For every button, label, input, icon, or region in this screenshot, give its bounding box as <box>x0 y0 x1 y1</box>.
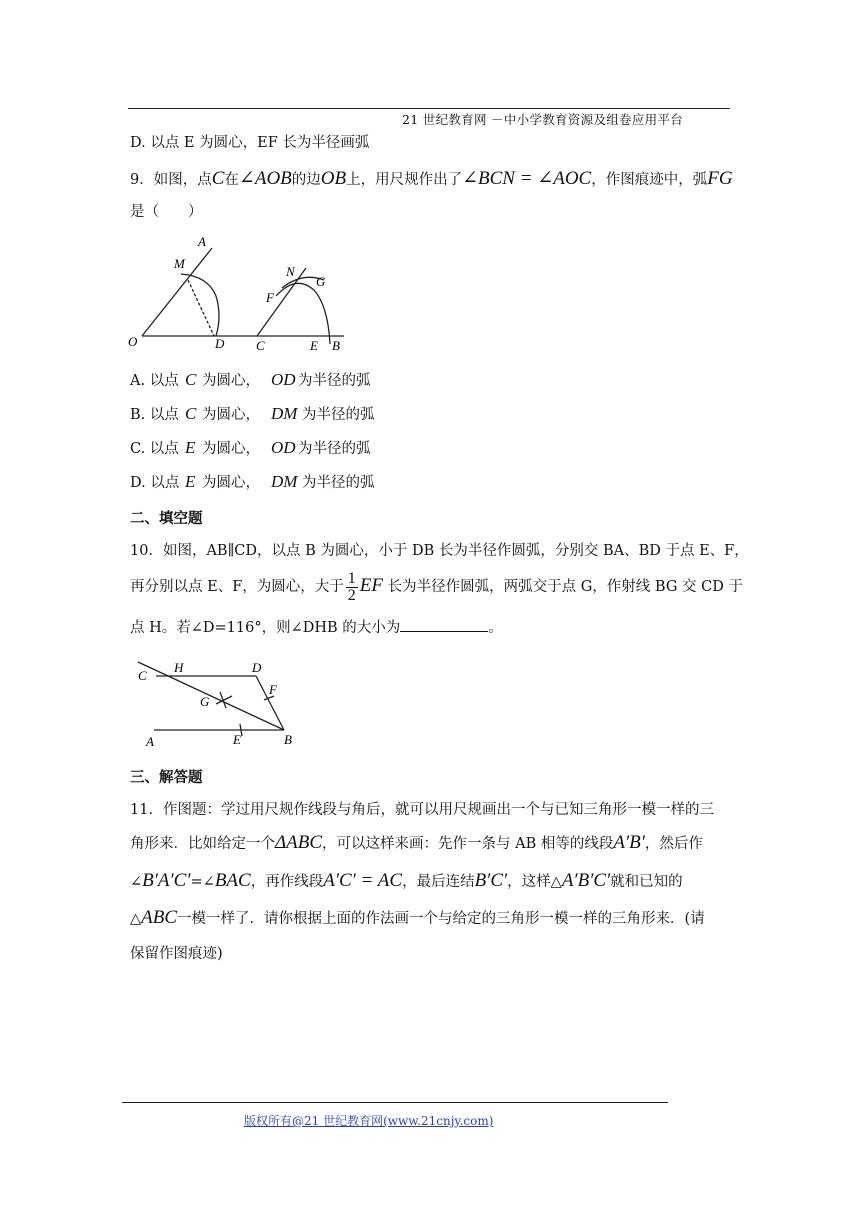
q11-line2 <box>130 833 703 854</box>
option-prefix: C. 以点 <box>130 441 179 457</box>
q9-text: 的边 <box>291 172 321 188</box>
q11-text: =∠ <box>190 874 215 890</box>
q9-side-ob: OB <box>320 168 347 189</box>
q11-text: △ <box>130 911 142 927</box>
q11-text: 角形来．比如给定一个 <box>130 836 275 852</box>
q10-fig-label: H <box>174 660 184 675</box>
q10-fig-label: C <box>138 668 147 683</box>
q9-text: 在 <box>224 172 239 188</box>
q9-point-c: C <box>211 168 225 189</box>
q11-angle-bac: BAC <box>214 870 251 891</box>
q11-segment-bc-prime: B′C′ <box>474 870 508 891</box>
q9-fig-label: B <box>332 338 340 353</box>
fraction-numerator: 1 <box>347 569 356 587</box>
option-radius: DM <box>271 472 298 491</box>
q9-option-b <box>130 405 730 427</box>
option-suffix: 为半径的弧 <box>302 475 375 491</box>
q11-text: ∠ <box>130 874 143 890</box>
q11-triangle-abc: ΔABC <box>275 832 323 853</box>
option-mid: 为圆心， <box>202 373 260 389</box>
q10-segment-ef: EF <box>359 575 383 596</box>
q9-arc-fg: FG <box>707 168 733 189</box>
q9-text: ，作图痕迹中，弧 <box>591 172 708 188</box>
q9-angle-aob: ∠AOB <box>238 168 292 189</box>
q9-equation: ∠BCN = ∠AOC <box>462 168 592 189</box>
q9-text: 上，用尺规作出了 <box>346 172 463 188</box>
header-text: 21 世纪教育网 －中小学教育资源及组卷应用平台 <box>402 112 684 127</box>
prev-option-d: D. 以点 E 为圆心，EF 长为半径画弧 <box>130 135 370 151</box>
q9-text: 9．如图，点 <box>130 172 212 188</box>
q9-fig-label: O <box>128 334 138 349</box>
footer-rule <box>122 1102 668 1103</box>
option-suffix: 为半径的弧 <box>298 373 371 389</box>
q11-text: 一模一样了．请你根据上面的作法画一个与给定的三角形一模一样的三角形来．(请 <box>177 911 705 927</box>
option-prefix: A. 以点 <box>130 373 179 389</box>
q9-figure <box>126 232 356 356</box>
q9-stem-line2: 是（ ） <box>130 204 203 220</box>
q11-text: ，再作线段 <box>250 874 324 890</box>
q11-segment-ac-eq: A′C′ = AC <box>323 870 403 891</box>
q11-text: 就和已知的 <box>610 874 683 890</box>
option-center: C <box>185 370 197 389</box>
q10-answer-blank[interactable] <box>400 617 488 632</box>
option-suffix: 为半径的弧 <box>298 441 371 457</box>
option-mid: 为圆心， <box>202 475 260 491</box>
q11-line3 <box>130 871 683 892</box>
q9-option-a <box>130 371 730 393</box>
q9-dashed-md <box>188 280 214 336</box>
option-mid: 为圆心， <box>202 407 260 423</box>
q9-fig-label: A <box>198 234 206 249</box>
q10-fig-label: E <box>233 732 241 747</box>
q11-text: ，可以这样来画：先作一条与 AB 相等的线段 <box>322 836 614 852</box>
q9-stem-line1 <box>130 169 733 190</box>
option-center: E <box>185 438 196 457</box>
q11-angle-prime: B′A′C′ <box>142 870 191 891</box>
q10-line3 <box>130 617 503 638</box>
q10-fig-label: A <box>146 734 154 748</box>
option-suffix: 为半径的弧 <box>302 407 375 423</box>
q10-ray-bh <box>138 662 284 730</box>
q10-fig-label: D <box>252 660 262 675</box>
q11-text: ，然后作 <box>644 836 703 852</box>
header-rule <box>128 108 730 109</box>
q11-triangle-abc-2: ABC <box>141 907 178 928</box>
q11-triangle-prime: A′B′C′ <box>561 870 611 891</box>
q10-line1: 10．如图，AB∥CD，以点 B 为圆心，小于 DB 长为半径作圆弧，分别交 BA、BD 于点 E、F， <box>130 543 749 559</box>
q10-fig-label: F <box>269 682 277 697</box>
option-center: E <box>185 472 196 491</box>
q9-arc-ge <box>276 283 330 344</box>
q10-text: 点 H。若∠D=116°，则∠DHB 的大小为 <box>130 620 401 636</box>
q10-fig-label: B <box>284 732 292 747</box>
q11-line4 <box>130 908 705 929</box>
q9-fig-label: F <box>266 290 274 305</box>
fraction-denominator: 2 <box>347 586 356 604</box>
option-center: C <box>185 404 197 423</box>
q9-fig-label: M <box>174 256 185 271</box>
q9-fig-label: E <box>310 338 318 353</box>
option-radius: OD <box>271 438 296 457</box>
q11-segment-ab-prime: A′B′ <box>613 832 645 853</box>
option-radius: OD <box>271 370 296 389</box>
footer-copyright-link[interactable]: 版权所有@21 世纪教育网(www.21cnjy.com) <box>244 1114 494 1128</box>
q11-line5: 保留作图痕迹) <box>130 946 223 962</box>
q9-fig-label: N <box>286 264 295 279</box>
q11-text: ，这样△ <box>507 874 562 890</box>
q10-fig-label: G <box>200 694 210 709</box>
section-title-fill-in: 二、填空题 <box>130 510 203 527</box>
q9-ray-cn <box>257 268 306 336</box>
option-prefix: D. 以点 <box>130 475 180 491</box>
q11-text: ，最后连结 <box>402 874 475 890</box>
option-prefix: B. 以点 <box>130 407 179 423</box>
option-mid: 为圆心， <box>202 441 260 457</box>
q9-option-c <box>130 439 730 461</box>
q10-fraction <box>346 571 358 604</box>
q11-line1: 11．作图题：学过用尺规作线段与角后，就可以用尺规画出一个与已知三角形一模一样的三 <box>130 802 714 818</box>
q9-fig-label: C <box>256 338 265 353</box>
q10-text: 再分别以点 E、F，为圆心，大于 <box>130 579 344 595</box>
q10-text: 。 <box>488 620 503 636</box>
option-radius: DM <box>271 404 298 423</box>
q9-option-d <box>130 473 730 495</box>
section-title-answer: 三、解答题 <box>130 769 203 786</box>
q10-figure <box>136 656 306 748</box>
q9-fig-label: G <box>316 274 326 289</box>
q10-text: 长为半径作圆弧，两弧交于点 G，作射线 BG 交 CD 于 <box>387 579 743 595</box>
q10-line2 <box>130 568 743 604</box>
q9-fig-label: D <box>215 336 225 351</box>
